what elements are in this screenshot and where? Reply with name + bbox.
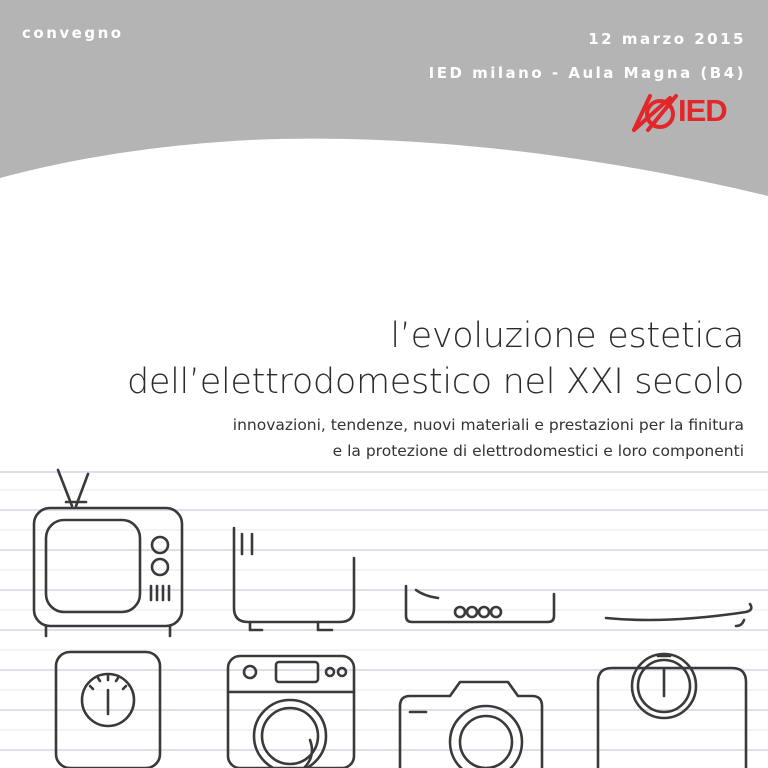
event-venue: IED milano - Aula Magna (B4)	[428, 64, 746, 82]
camera-icon	[400, 682, 542, 768]
washing-machine-icon	[228, 656, 354, 768]
event-type: convegno	[22, 24, 124, 42]
scale-icon	[56, 652, 160, 768]
kitchen-scale-icon	[598, 654, 746, 768]
toaster-icon	[234, 528, 354, 630]
title-line-1: l’evoluzione estetica	[390, 316, 744, 356]
tv-icon	[34, 470, 182, 636]
title-line-2: dell’elettrodomestico nel XXI secolo	[126, 362, 744, 402]
stove-icon	[406, 586, 554, 622]
iron-icon	[606, 604, 751, 626]
logo-text: IED	[678, 93, 727, 128]
event-date: 12 marzo 2015	[588, 30, 746, 48]
subtitle-line-1: innovazioni, tendenze, nuovi materiali e prestazioni per la finitura	[232, 416, 744, 434]
subtitle-line-2: e la protezione di elettrodomestici e loro componenti	[332, 442, 744, 460]
